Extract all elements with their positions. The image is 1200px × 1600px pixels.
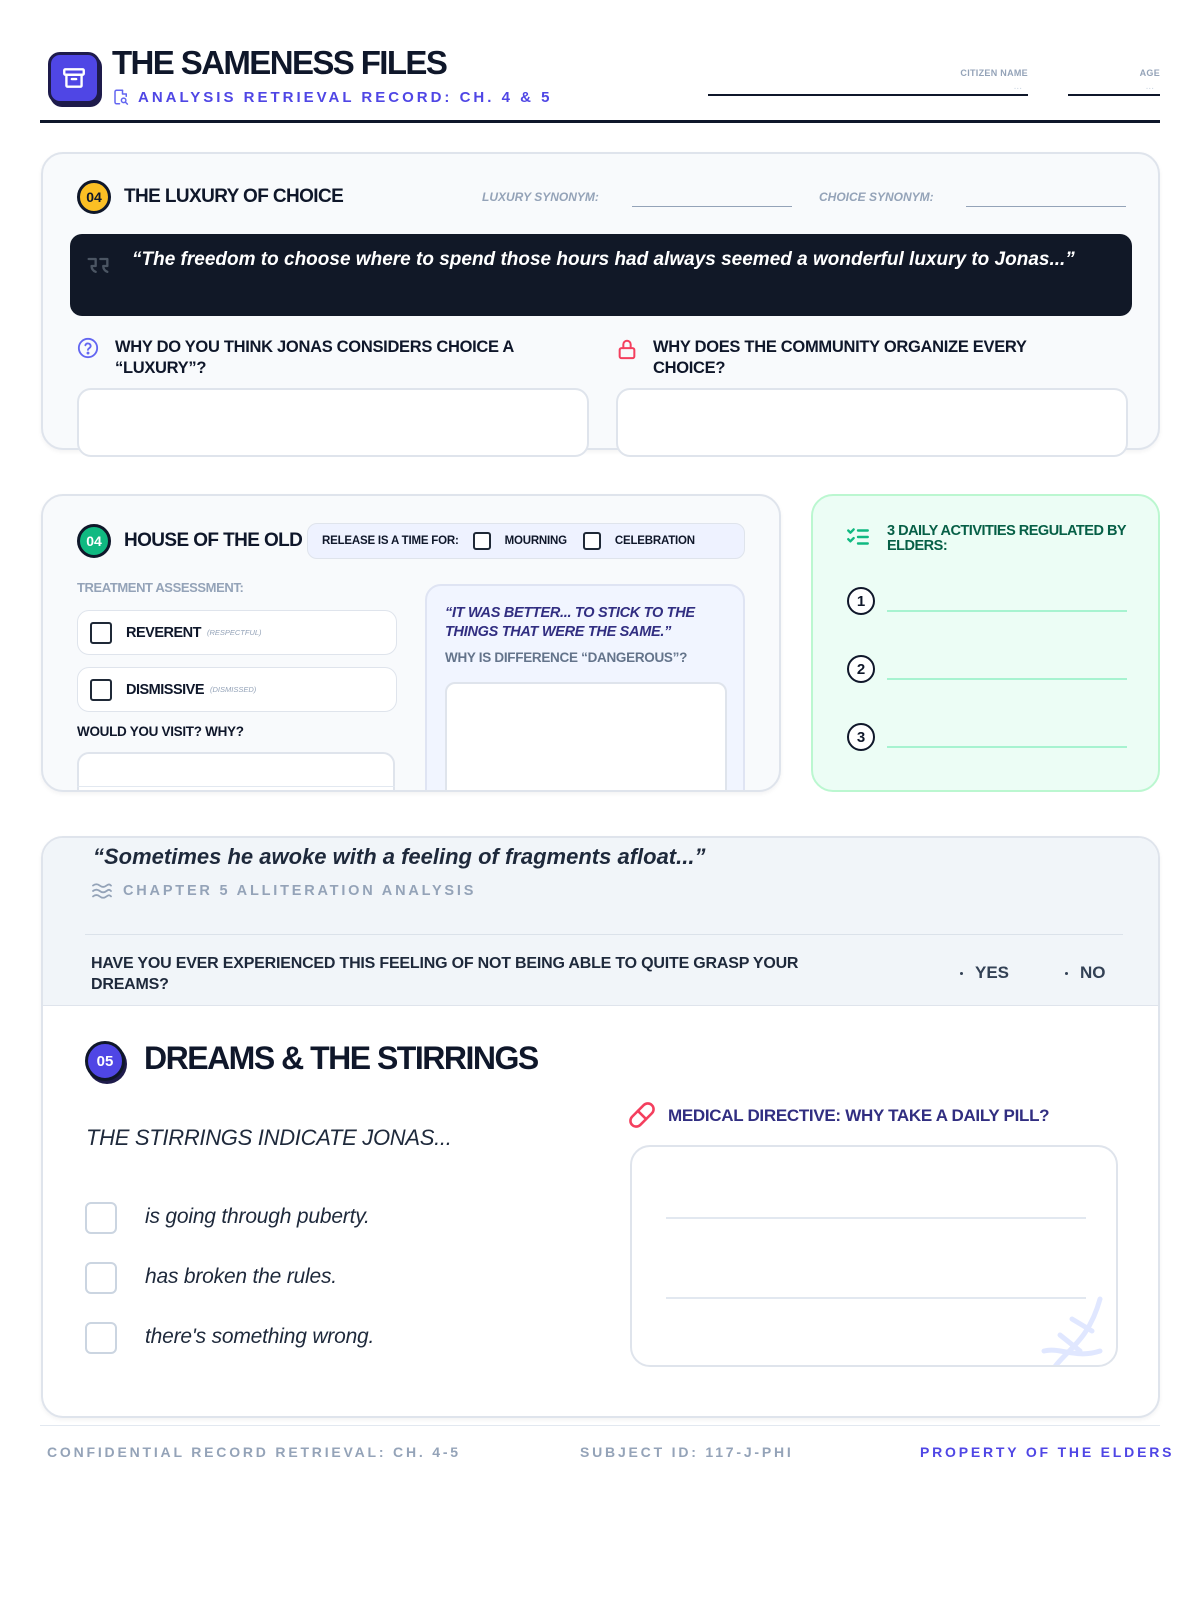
citizen-name-value: ... [708,82,1028,96]
sameness-quote: “IT WAS BETTER... TO STICK TO THE THINGS THAT WERE THE SAME.” [445,605,695,640]
no-option[interactable] [1065,963,1106,983]
no-label: NO [1080,963,1106,982]
logo-badge [48,52,100,104]
dream-question: HAVE YOU EVER EXPERIENCED THIS FEELING OF NOT BEING ABLE TO QUITE GRASP YOUR DREAMS? [91,955,799,993]
answer-luxury-box[interactable] [77,388,589,457]
luxury-synonym-label: LUXURY SYNONYM: [482,190,599,204]
stirring-option-3: there's something wrong. [145,1325,375,1348]
activity-number-2: 2 [847,655,875,683]
celebration-label: CELEBRATION [614,535,695,547]
alliteration-text: CHAPTER 5 ALLITERATION ANALYSIS [123,883,477,899]
medical-answer-box[interactable] [630,1145,1118,1367]
choice-synonym-label: CHOICE SYNONYM: [819,190,934,204]
answer-line [666,1217,1086,1219]
citizen-name-label: CITIZEN NAME [960,68,1028,78]
luxury-quote-bar [70,234,1132,316]
fragments-quote: “Sometimes he awoke with a feeling of fragments afloat...” [93,844,706,869]
mourning-label: MOURNING [504,535,567,547]
activity-input-1[interactable] [887,610,1127,612]
answer-organize-box[interactable] [616,388,1128,457]
section-title: HOUSE OF THE OLD [124,530,303,551]
alliteration-label [91,882,476,900]
release-label: RELEASE IS A TIME FOR: [322,535,459,547]
age-label: AGE [1139,68,1160,78]
checklist-icon [845,524,871,550]
mourning-checkbox[interactable] [473,532,491,550]
page-subtitle [112,88,552,106]
activities-title: 3 DAILY ACTIVITIES REGULATED BY ELDERS: [887,523,1126,554]
yes-option[interactable] [960,963,1009,983]
age-value: ... [1068,82,1160,96]
activity-number-3: 3 [847,723,875,751]
stirring-checkbox-3[interactable] [85,1322,117,1354]
citizen-name-field[interactable] [708,68,1028,96]
reverent-label: REVERENT [126,624,201,641]
reverent-checkbox[interactable] [90,622,112,644]
file-search-icon [112,88,130,106]
age-field[interactable] [1068,68,1160,96]
activity-input-2[interactable] [887,678,1127,680]
yes-label: YES [975,963,1010,982]
fragments-divider [85,934,1123,935]
activity-input-3[interactable] [887,746,1127,748]
medical-directive-label: MEDICAL DIRECTIVE: WHY TAKE A DAILY PILL? [668,1106,1050,1125]
page-title: THE SAMENESS FILES [112,44,447,81]
stirring-checkbox-2[interactable] [85,1262,117,1294]
pill-icon [628,1101,656,1129]
difference-answer-box[interactable] [445,682,727,792]
option-reverent[interactable] [77,610,397,655]
section-badge: 05 [85,1041,125,1081]
reverent-sub: (RESPECTFUL) [206,628,262,637]
luxury-synonym-input[interactable] [632,206,792,207]
answer-line [666,1297,1086,1299]
waves-icon [91,882,113,900]
dreams-title: DREAMS & THE STIRRINGS [144,1040,538,1076]
section-title: THE LUXURY OF CHOICE [124,186,344,207]
stirring-option-2: has broken the rules. [145,1265,337,1288]
lock-icon [616,337,638,361]
visit-question: WOULD YOU VISIT? WHY? [77,724,244,739]
luxury-quote-text: “The freedom to choose where to spend those hours had always seemed a wonderful luxury to Jonas...” [132,249,1075,270]
section-badge: 04 [77,180,111,214]
no-dot [1065,972,1068,975]
quote-mark-icon [84,252,112,280]
stirring-option-1: is going through puberty. [145,1205,370,1228]
question-circle-icon [77,337,99,359]
yes-dot [960,972,963,975]
header-divider [40,120,1160,123]
celebration-checkbox[interactable] [583,532,601,550]
footer-left: CONFIDENTIAL RECORD RETRIEVAL: CH. 4-5 [47,1444,461,1460]
question-luxury: WHY DO YOU THINK JONAS CONSIDERS CHOICE A “LUXURY”? [115,338,514,377]
subtitle-text: ANALYSIS RETRIEVAL RECORD: CH. 4 & 5 [138,88,553,106]
footer-divider [40,1425,1160,1426]
section-badge: 04 [77,524,111,558]
treatment-label: TREATMENT ASSESSMENT: [77,580,244,595]
difference-question: WHY IS DIFFERENCE “DANGEROUS”? [445,650,688,665]
stirrings-heading: THE STIRRINGS INDICATE JONAS... [86,1125,452,1150]
archive-icon [61,65,87,91]
footer-right: PROPERTY OF THE ELDERS [920,1444,1175,1460]
difference-subcard [425,584,745,792]
activity-number-1: 1 [847,587,875,615]
footer-center: SUBJECT ID: 117-J-PHI [580,1444,794,1460]
release-pill [307,523,745,559]
dismissive-checkbox[interactable] [90,679,112,701]
question-organize: WHY DOES THE COMMUNITY ORGANIZE EVERY CHOICE? [653,338,1027,377]
visit-answer-line [77,786,395,787]
choice-synonym-input[interactable] [966,206,1126,207]
dismissive-label: DISMISSIVE [126,681,204,698]
dna-watermark-icon [1036,1295,1116,1367]
dismissive-sub: (DISMISSED) [210,685,257,694]
option-dismissive[interactable] [77,667,397,712]
stirring-checkbox-1[interactable] [85,1202,117,1234]
